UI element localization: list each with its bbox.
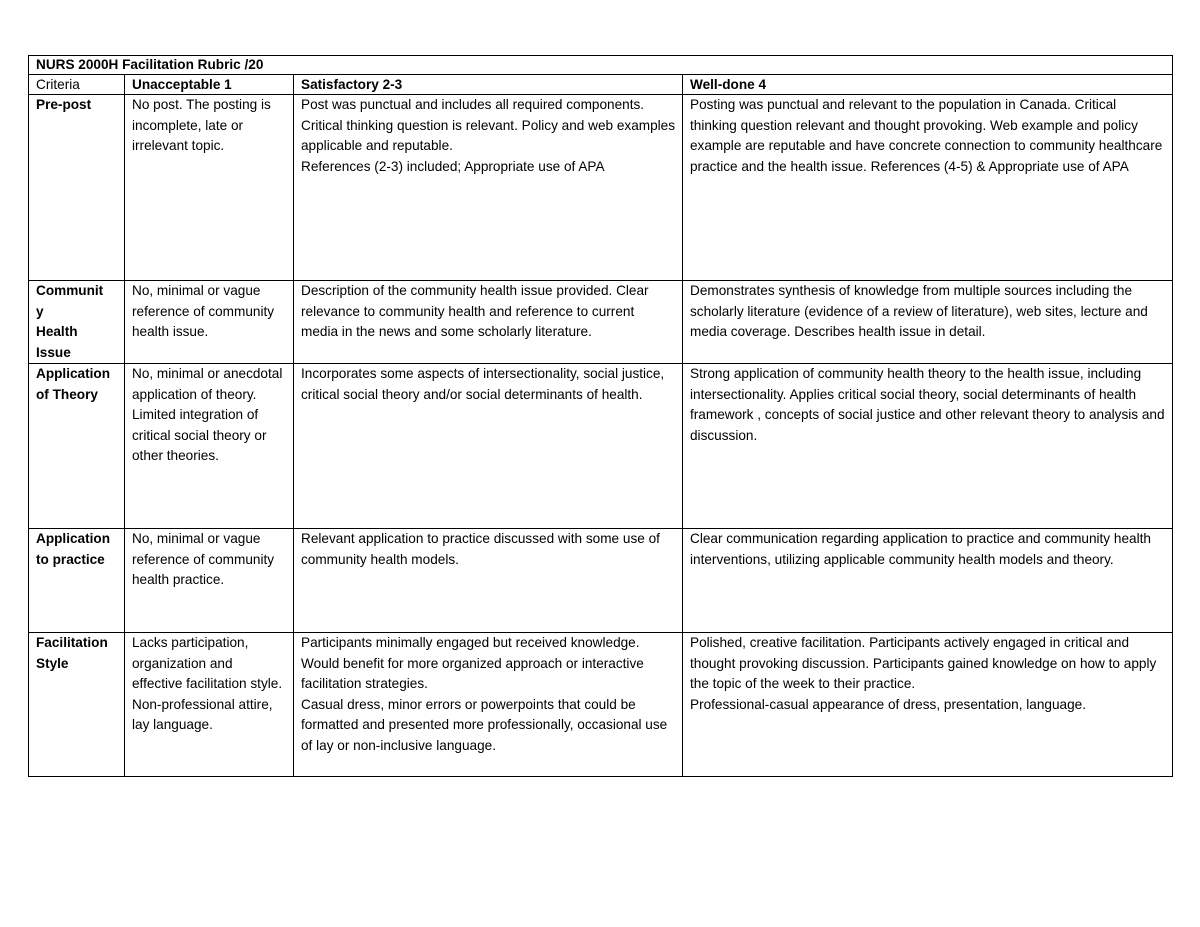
header-criteria: Criteria [29,75,125,95]
unacceptable-cell: Lacks participation, organization and effective facilitation style. Non-professional attire, lay language. [125,633,294,777]
table-row [29,529,1173,633]
criteria-cell: Application to practice [29,529,125,633]
well-done-cell: Posting was punctual and relevant to the population in Canada. Critical thinking question relevant and thought provoking. Web example and policy example are reputable and have concrete connection to community healthcare practice and the health issue. References (4-5) & Appropriate use of APA [683,95,1173,281]
criteria-cell: Communit y Health Issue [29,281,125,364]
unacceptable-cell: No, minimal or vague reference of community health issue. [125,281,294,364]
well-done-cell: Clear communication regarding application to practice and community health interventions, utilizing applicable community health models and theory. [683,529,1173,633]
satisfactory-cell: Description of the community health issue provided. Clear relevance to community health and reference to current media in the news and some scholarly literature. [294,281,683,364]
table-row [29,364,1173,529]
unacceptable-cell: No, minimal or anecdotal application of theory. Limited integration of critical social theory or other theories. [125,364,294,529]
table-header-row [29,75,1173,95]
unacceptable-cell: No, minimal or vague reference of community health practice. [125,529,294,633]
satisfactory-cell: Participants minimally engaged but received knowledge. Would benefit for more organized approach or interactive facilitation strategies. Casual dress, minor errors or powerpoints that could be formatted and presented more professionally, occasional use of lay or non-inclusive language. [294,633,683,777]
table-row [29,95,1173,281]
rubric-title: NURS 2000H Facilitation Rubric /20 [29,56,1173,75]
satisfactory-cell: Relevant application to practice discussed with some use of community health models. [294,529,683,633]
criteria-cell: Facilitation Style [29,633,125,777]
satisfactory-cell: Post was punctual and includes all required components. Critical thinking question is relevant. Policy and web examples applicable and reputable. References (2-3) included; Appropriate use of APA [294,95,683,281]
well-done-cell: Strong application of community health theory to the health issue, including intersectionality. Applies critical social theory, social determinants of health framework , concepts of social justice and other relevant theory to analysis and discussion. [683,364,1173,529]
header-well-done: Well-done 4 [683,75,1173,95]
well-done-cell: Demonstrates synthesis of knowledge from multiple sources including the scholarly literature (evidence of a review of literature), web sites, lecture and media coverage. Describes health issue in detail. [683,281,1173,364]
well-done-cell: Polished, creative facilitation. Participants actively engaged in critical and thought provoking discussion. Participants gained knowledge on how to apply the topic of the week to their practice. Professional-casual appearance of dress, presentation, language. [683,633,1173,777]
unacceptable-cell: No post. The posting is incomplete, late or irrelevant topic. [125,95,294,281]
header-satisfactory: Satisfactory 2-3 [294,75,683,95]
header-unacceptable: Unacceptable 1 [125,75,294,95]
table-row [29,281,1173,364]
satisfactory-cell: Incorporates some aspects of intersectionality, social justice, critical social theory and/or social determinants of health. [294,364,683,529]
criteria-cell: Application of Theory [29,364,125,529]
rubric-table [28,55,1173,777]
criteria-cell: Pre-post [29,95,125,281]
table-title-row [29,56,1173,75]
table-row [29,633,1173,777]
